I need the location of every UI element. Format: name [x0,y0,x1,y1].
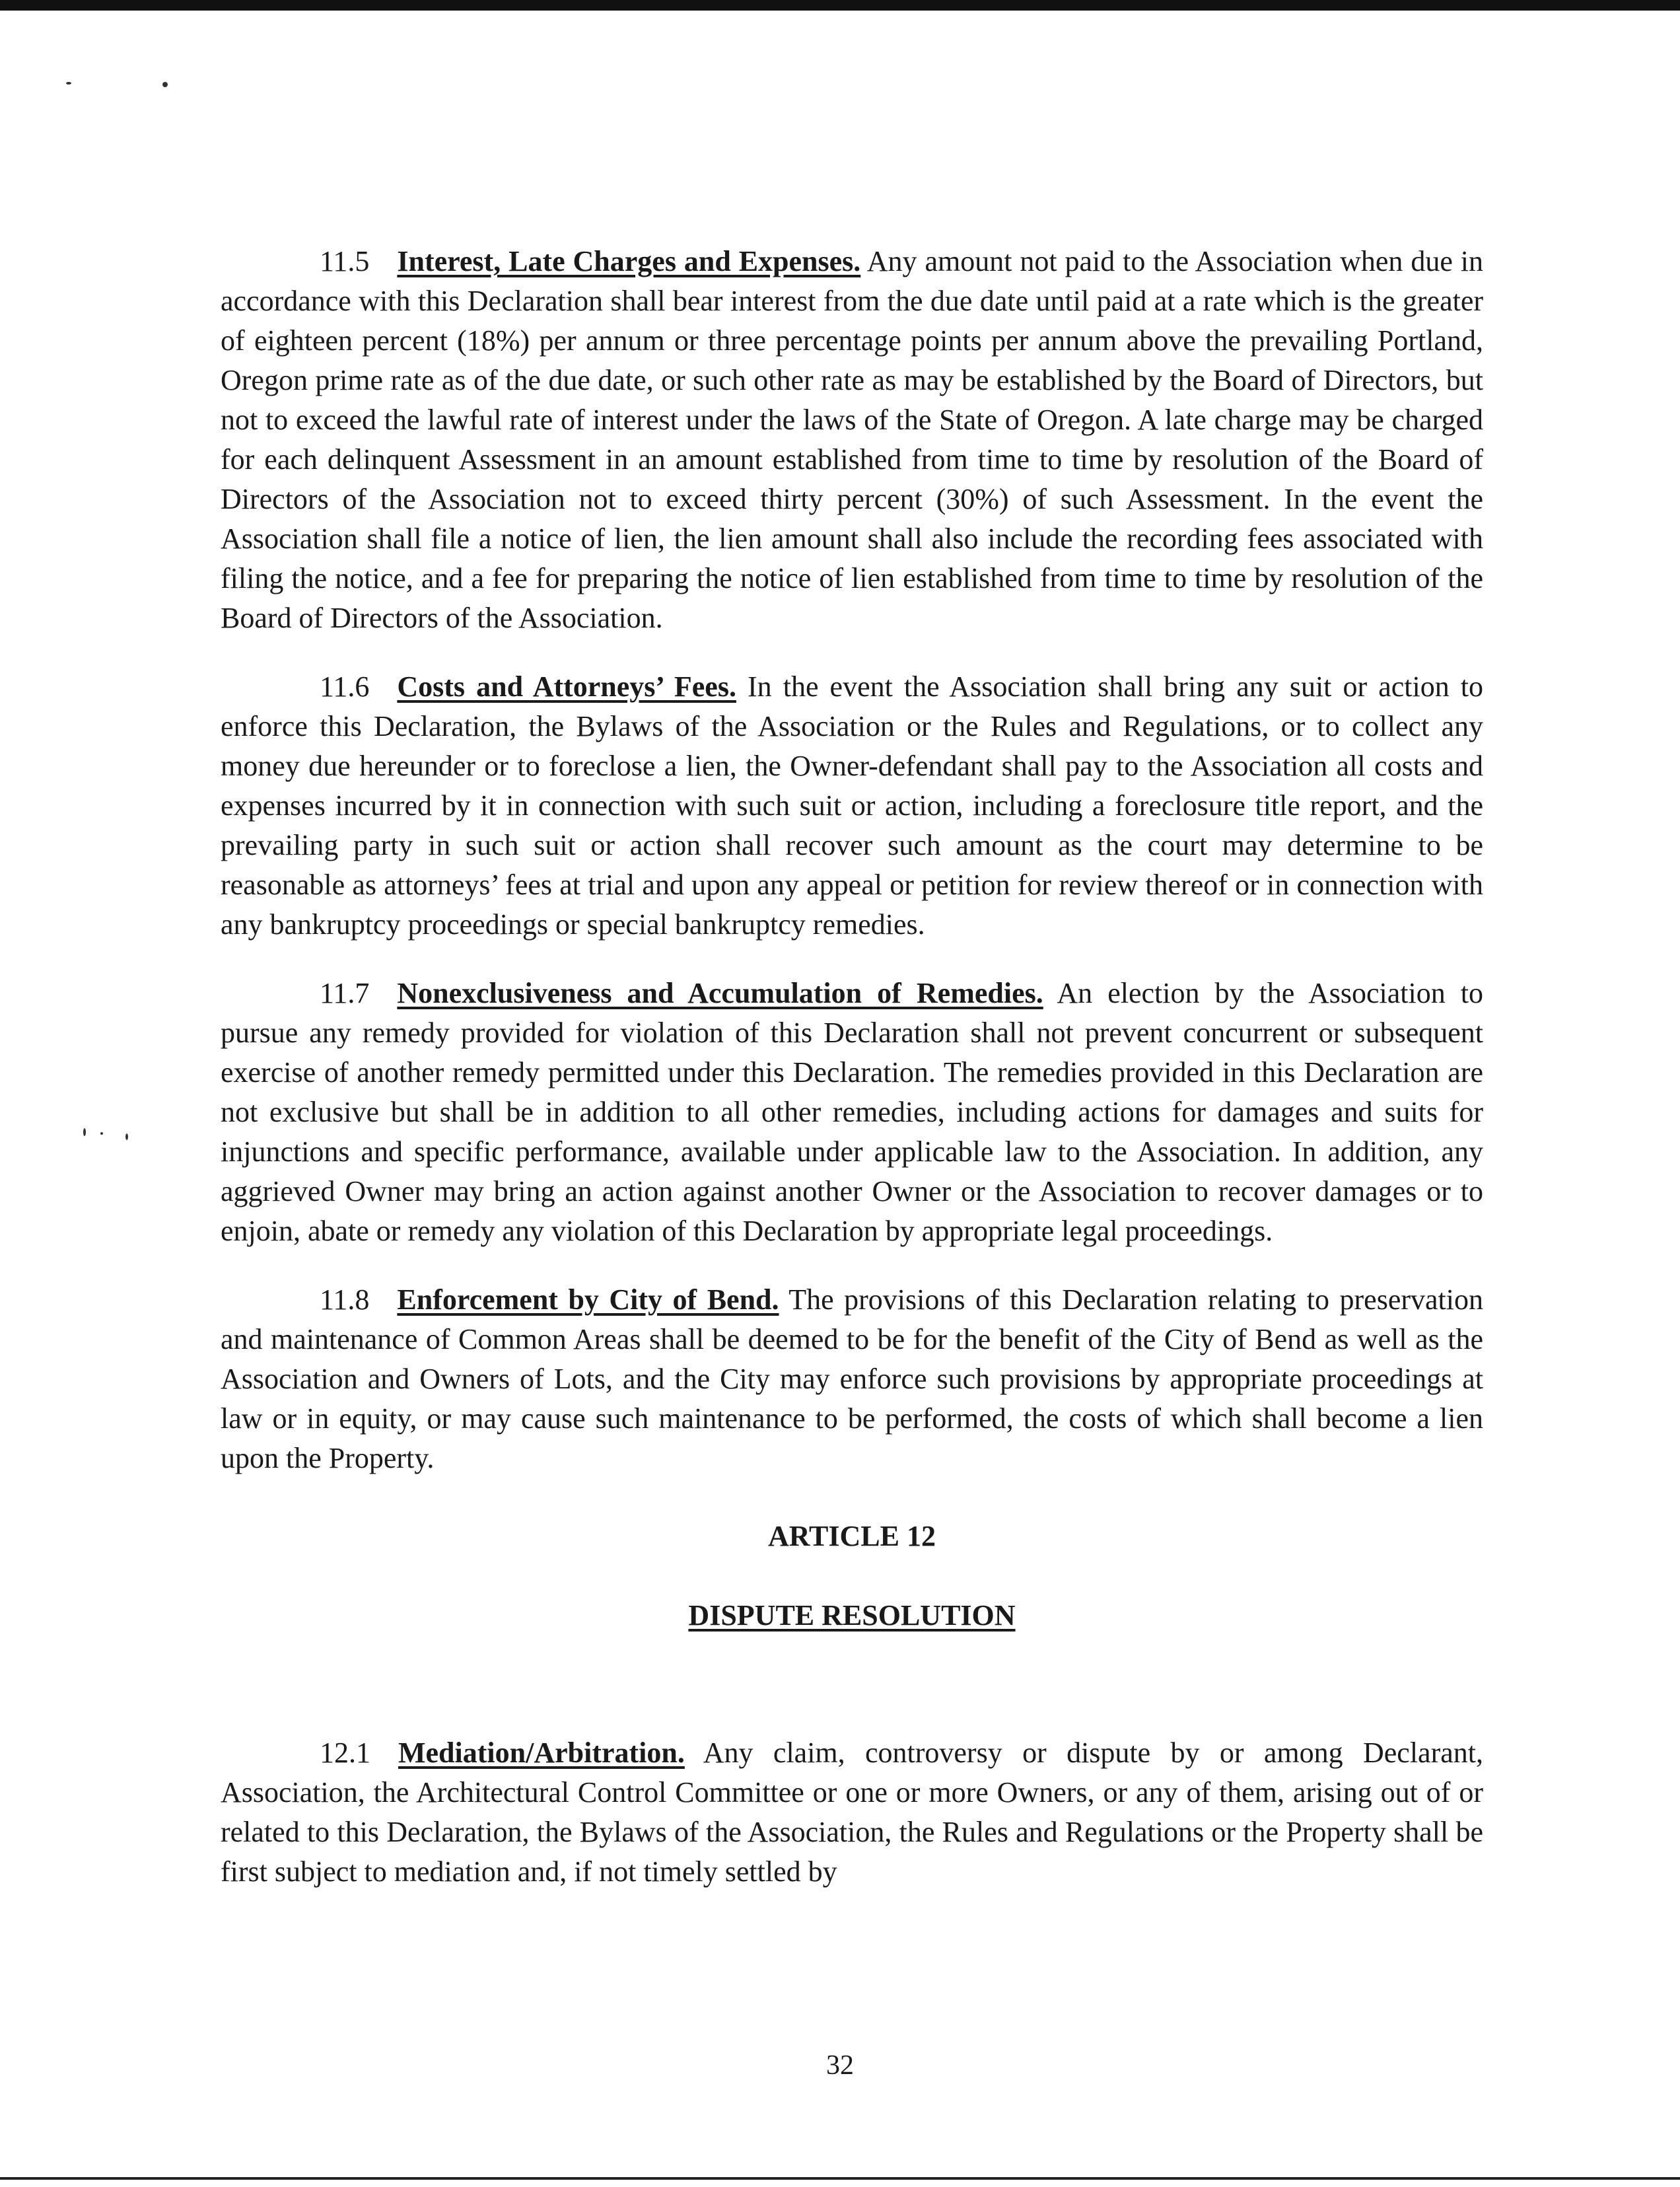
section-number: 11.6 [320,670,370,703]
section-number: 11.7 [320,977,370,1009]
section-text: In the event the Association shall bring any suit or action to enforce this Declaration, the Bylaws of the Association or the Rules and Regulations, or to collect any money due hereunder or to foreclose a lien, the Owner-defendant shall pay to the Association all costs and expenses incurred by it in connection with such suit or action, including a foreclosure title report, and the prevailing party in such suit or action shall recover such amount as the court may determine to be reasonable as attorneys’ fees at trial and upon any appeal or petition for review thereof or in connection with any bankruptcy proceedings or special bankruptcy remedies. [221,670,1483,941]
scan-speck [83,1128,86,1136]
page-number: 32 [826,2050,854,2081]
section-11-7 [221,974,1483,1251]
section-heading: Interest, Late Charges and Expenses. [397,245,861,277]
scan-speck [66,82,71,85]
scan-speck [162,82,168,87]
section-12-1 [221,1733,1483,1892]
section-heading: Nonexclusiveness and Accumulation of Remedies. [397,977,1043,1009]
section-text: Any claim, controversy or dispute by or among Declarant, Association, the Architectural Control Committee or one or more Owners, or any of them, arising out of or related to this Declaration, the Bylaws of the Association, the Rules and Regulations or the Property shall be first subject to mediation and, if not timely settled by [221,1737,1483,1888]
scan-speck [125,1133,128,1140]
scan-top-border [0,0,1680,11]
section-11-8 [221,1280,1483,1478]
section-heading: Enforcement by City of Bend. [397,1283,779,1316]
section-spacer [221,1635,1483,1733]
document-page [221,242,1483,1921]
section-heading: Costs and Attorneys’ Fees. [397,670,736,703]
article-title: DISPUTE RESOLUTION [688,1599,1016,1631]
article-label: ARTICLE 12 [768,1520,936,1552]
scan-speck [100,1132,103,1135]
section-text: The provisions of this Declaration relating to preservation and maintenance of Common Areas shall be deemed to be for the benefit of the City of Bend as well as the Association and Owners of Lots, and the City may enforce such provisions by appropriate proceedings at law or in equity, or may cause such maintenance to be performed, the costs of which shall become a lien upon the Property. [221,1283,1483,1474]
section-number: 11.8 [320,1283,370,1316]
scan-bottom-border [0,2177,1680,2180]
section-11-5 [221,242,1483,638]
section-11-6 [221,667,1483,945]
section-number: 12.1 [320,1737,370,1769]
section-text: An election by the Association to pursue any remedy provided for violation of this Declaration shall not prevent concurrent or subsequent exercise of another remedy permitted under this Declaration. The remedies provided in this Declaration are not exclusive but shall be in addition to all other remedies, including actions for damages and suits for injunctions and specific performance, available under applicable law to the Association. In addition, any aggrieved Owner may bring an action against another Owner or the Association to recover damages or to enjoin, abate or remedy any violation of this Declaration by appropriate legal proceedings. [221,977,1483,1247]
section-text: Any amount not paid to the Association when due in accordance with this Declaration shall bear interest from the due date until paid at a rate which is the greater of eighteen percent (18%) per annum or three percentage points per annum above the prevailing Portland, Oregon prime rate as of the due date, or such other rate as may be established by the Board of Directors, but not to exceed the lawful rate of interest under the laws of the State of Oregon. A late charge may be charged for each delinquent Assessment in an amount established from time to time by resolution of the Board of Directors of the Association not to exceed thirty percent (30%) of such Assessment. In the event the Association shall file a notice of lien, the lien amount shall also include the recording fees associated with filing the notice, and a fee for preparing the notice of lien established from time to time by resolution of the Board of Directors of the Association. [221,245,1483,634]
section-number: 11.5 [320,245,370,277]
section-heading: Mediation/Arbitration. [398,1737,685,1769]
